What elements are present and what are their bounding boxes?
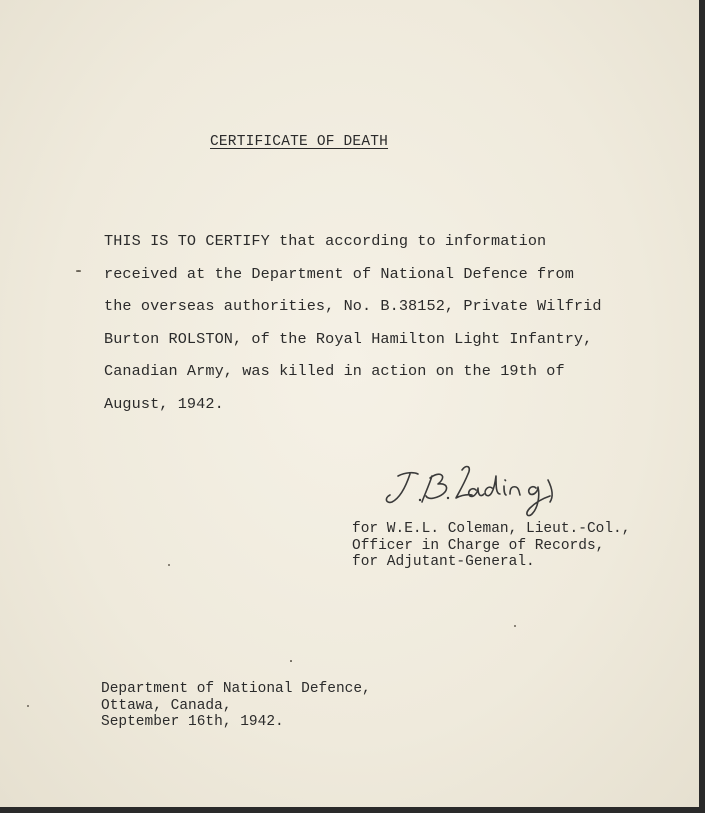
address-line: Ottawa, Canada, xyxy=(101,697,232,714)
body-line: Canadian Army, was killed in action on the 19th of xyxy=(104,362,565,381)
paper-speck xyxy=(514,625,516,627)
body-line: Burton ROLSTON, of the Royal Hamilton Light Infantry, xyxy=(104,329,593,348)
certificate-body xyxy=(104,230,602,426)
signatory-line: for W.E.L. Coleman, Lieut.-Col., xyxy=(352,521,631,537)
issuer-address-block xyxy=(101,681,371,731)
body-line: THIS IS TO CERTIFY that according to information xyxy=(104,232,547,250)
handwritten-signature xyxy=(380,458,580,528)
paper-speck xyxy=(76,270,81,272)
signatory-line: for Adjutant-General. xyxy=(352,554,535,570)
certificate-title: CERTIFICATE OF DEATH xyxy=(210,134,389,150)
body-line: August, 1942. xyxy=(104,394,224,413)
signatory-block xyxy=(352,521,630,571)
signatory-line: Officer in Charge of Records, xyxy=(352,537,605,554)
paper-speck xyxy=(290,660,292,662)
paper-speck xyxy=(27,705,29,707)
body-line: received at the Department of National Defence from xyxy=(104,264,574,283)
paper-speck xyxy=(168,564,170,566)
address-line: Department of National Defence, xyxy=(101,681,371,697)
body-line: the overseas authorities, No. B.38152, Private Wilfrid xyxy=(104,297,602,316)
address-line: September 16th, 1942. xyxy=(101,714,284,730)
